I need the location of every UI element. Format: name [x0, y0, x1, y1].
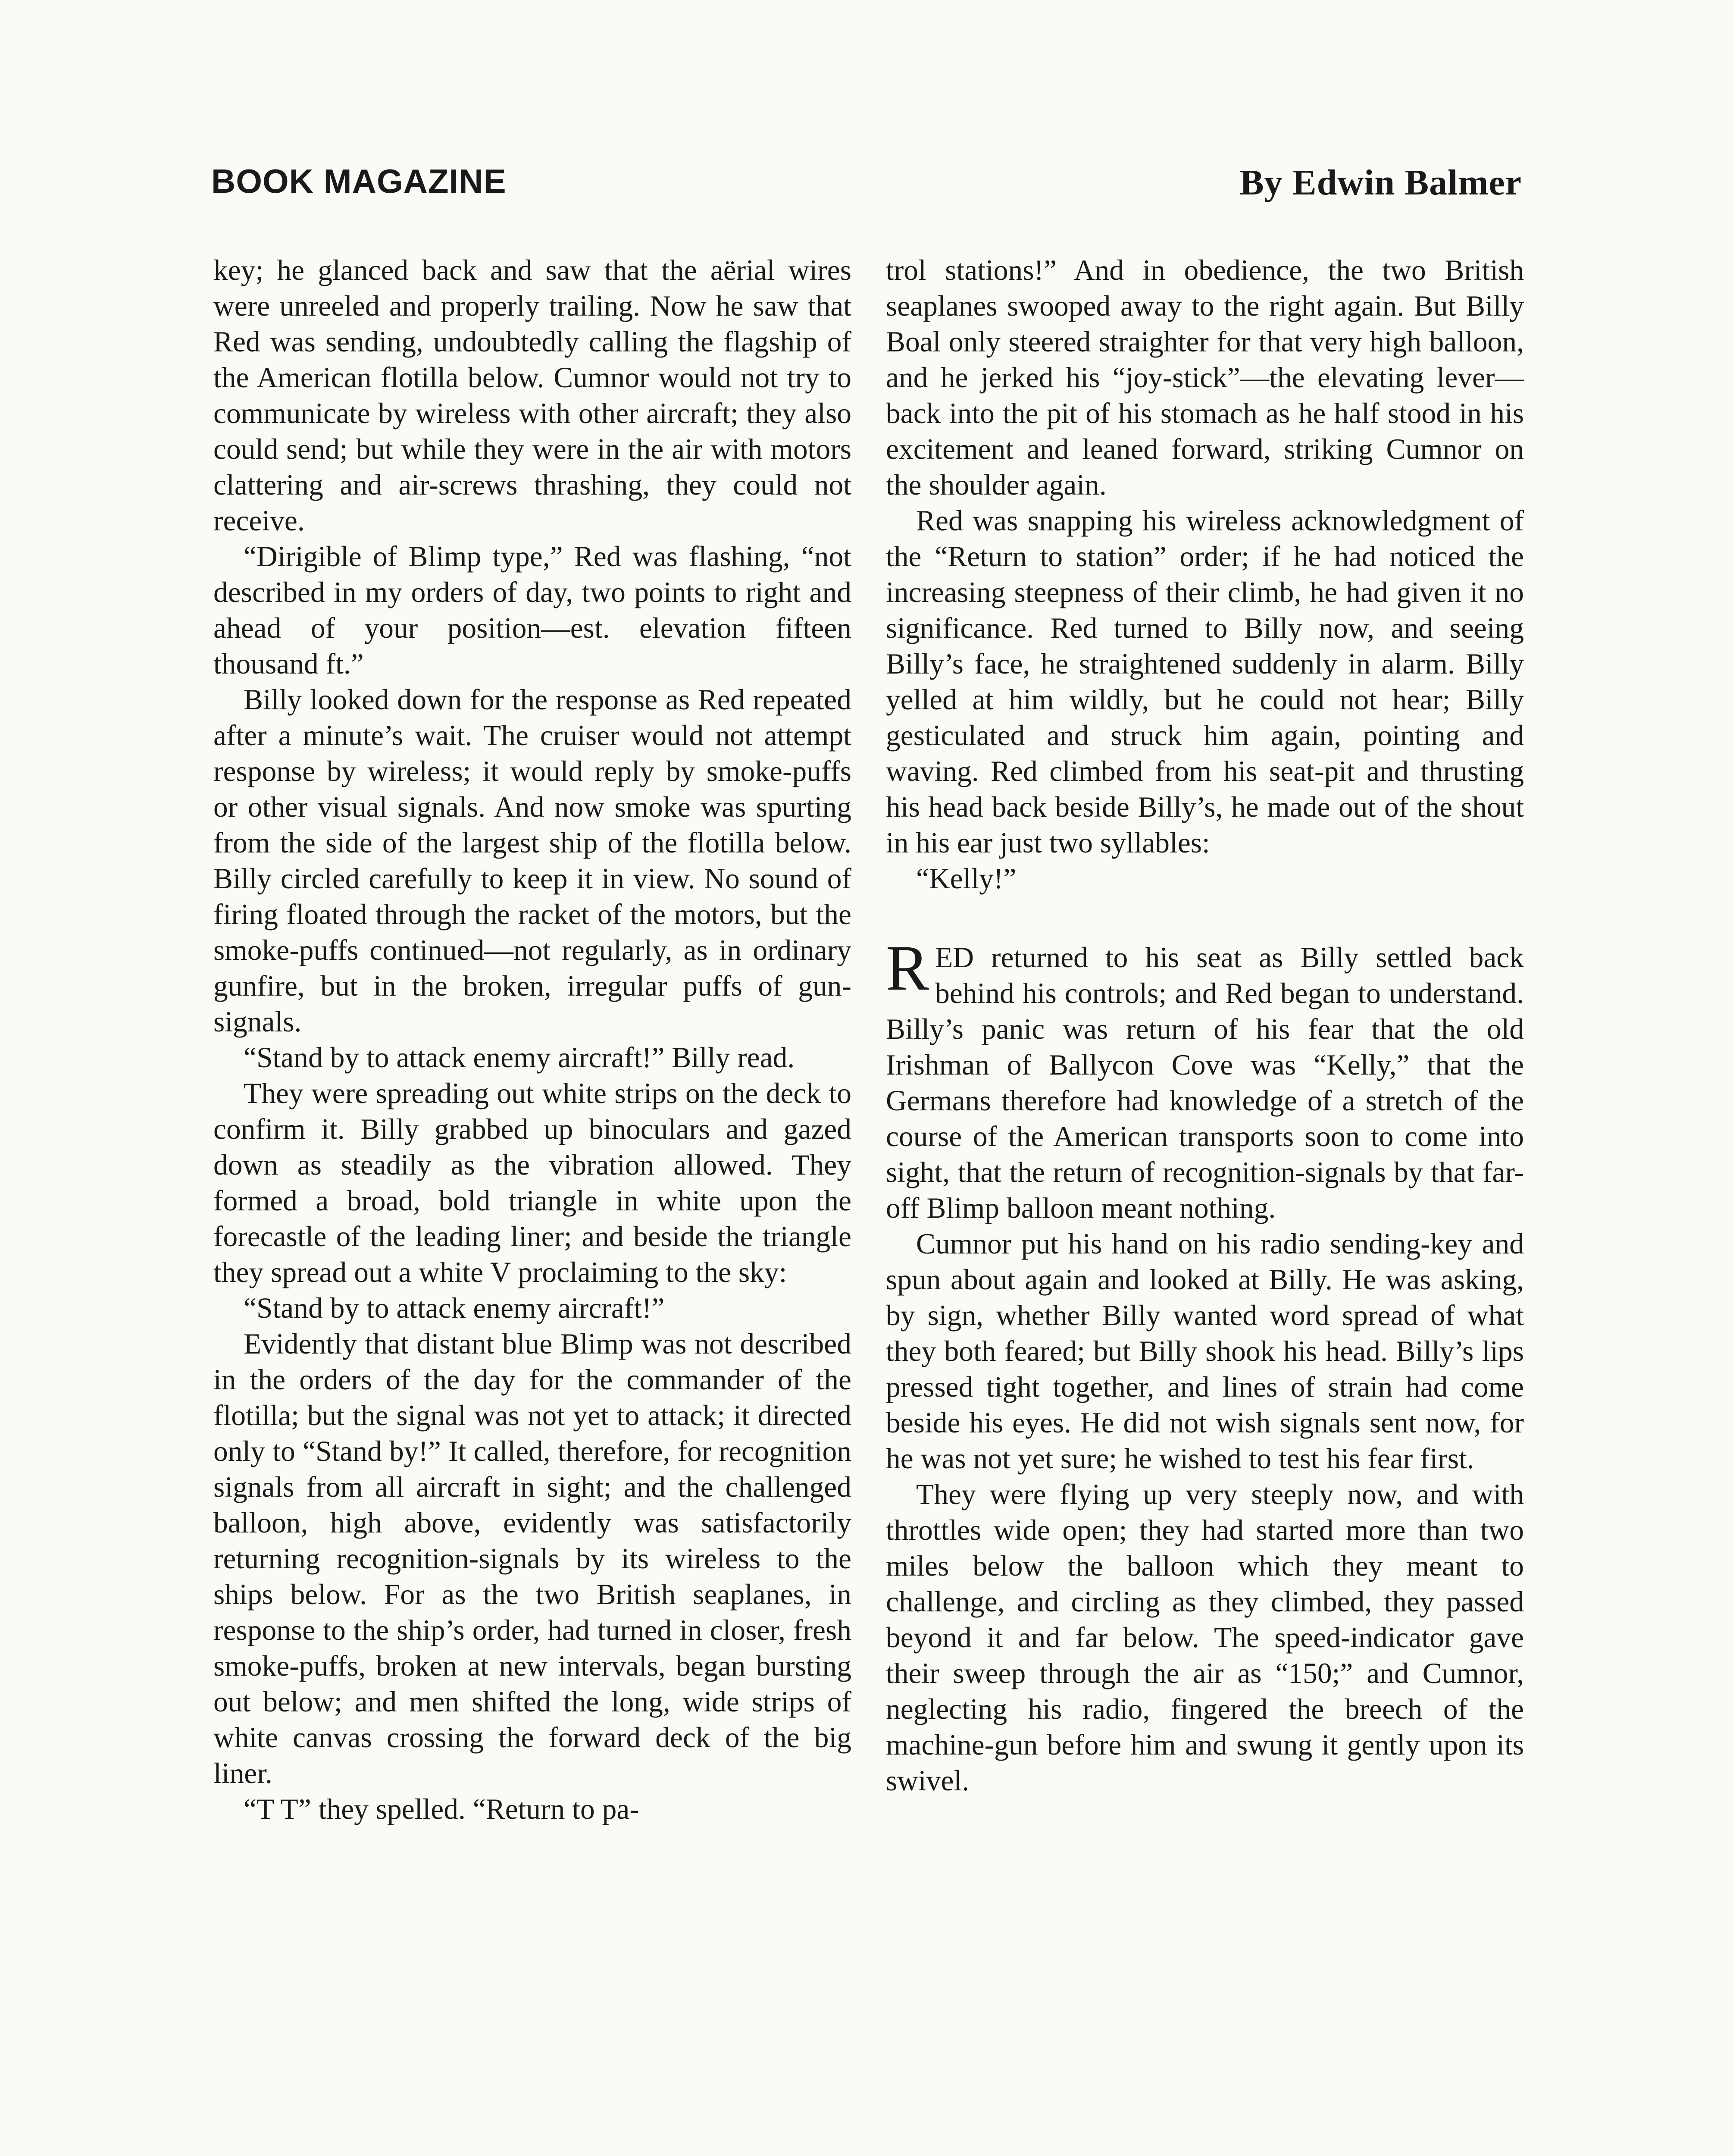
paragraph: key; he glanced back and saw that the aërial wires were unreeled and properly trailing. Now he saw that Red was sending, undoubtedly calling the flagship of the American flotilla below. Cumnor would not try to communicate by wireless with other aircraft; they also could send; but while they were in the air with motors clattering and air-screws thrashing, they could not receive. — [213, 254, 851, 537]
left-column — [213, 252, 851, 1827]
paragraph: “T T” they spelled. “Return to pa- — [244, 1793, 639, 1825]
paragraph: “Kelly!” — [916, 862, 1017, 895]
paragraph: “Stand by to attack enemy aircraft!” Billy read. — [244, 1041, 795, 1074]
paragraph: They were flying up very steeply now, and with throttles wide open; they had started more than two miles below the balloon which they meant to challenge, and circling as they climbed, they passed beyond it and far below. The speed-indicator gave their sweep through the air as “150;” and Cumnor, neglecting his radio, fingered the breech of the machine-gun before him and swung it gently upon its swivel. — [886, 1478, 1524, 1797]
paragraph: Red was snapping his wireless acknowledgment of the “Return to station” order; if he had noticed the increasing steepness of their climb, he had given it no significance. Red turned to Billy now, and seeing Billy’s face, he straightened suddenly in alarm. Billy yelled at him wildly, but he could not hear; Billy gesticulated and struck him again, pointing and waving. Red climbed from his seat-pit and thrusting his head back beside Billy’s, he made out of the shout in his ear just two syllables: — [886, 505, 1524, 859]
running-head — [211, 162, 1522, 209]
paragraph: They were spreading out white strips on the deck to confirm it. Billy grabbed up binoculars and gazed down as steadily as the vibration allowed. They formed a broad, bold triangle in white upon the forecastle of the leading liner; and beside the triangle they spread out a white V proclaiming to the sky: — [213, 1077, 851, 1288]
paragraph-text: ED returned to his seat as Billy settled back behind his controls; and Red began to understand. Billy’s panic was return of his fear that the old Irishman of Ballycon Cove was “Kelly,” that the Germans therefore had knowledge of a stretch of the course of the American transports soon to come into sight, that the return of recognition-signals by that far-off Blimp balloon meant nothing. — [886, 941, 1524, 1224]
paragraph: trol stations!” And in obedience, the two British seaplanes swooped away to the right again. But Billy Boal only steered straighter for that very high balloon, and he jerked his “joy-stick”—the elevating lever—back into the pit of his stomach as he half stood in his excitement and leaned forward, striking Cumnor on the shoulder again. — [886, 254, 1524, 501]
magazine-title: BOOK MAGAZINE — [211, 162, 507, 200]
paragraph: Evidently that distant blue Blimp was not described in the orders of the day for the commander of the flotilla; but the signal was not yet to attack; it directed only to “Stand by!” It called, therefore, for recognition signals from all aircraft in sight; and the challenged balloon, high above, evidently was satisfactorily returning recognition-signals by its wireless to the ships below. For as the two British seaplanes, in response to the ship’s order, had turned in closer, fresh smoke-puffs, broken at new intervals, began bursting out below; and men shifted the long, wide strips of white canvas crossing the forward deck of the big liner. — [213, 1328, 851, 1789]
paragraph: “Dirigible of Blimp type,” Red was flashing, “not described in my orders of day, two points to right and ahead of your position—est. elevation fifteen thousand ft.” — [213, 540, 851, 680]
paragraph: “Stand by to attack enemy aircraft!” — [244, 1292, 665, 1324]
paragraph: Billy looked down for the response as Red repeated after a minute’s wait. The cruiser would not attempt response by wireless; it would reply by smoke-puffs or other visual signals. And now smoke was spurting from the side of the largest ship of the flotilla below. Billy circled carefully to keep it in view. No sound of firing floated through the racket of the motors, but the smoke-puffs continued—not regularly, as in ordinary gunfire, but in the broken, irregular puffs of gun-signals. — [213, 683, 851, 1038]
paragraph: Cumnor put his hand on his radio sending-key and spun about again and looked at Billy. He was asking, by sign, whether Billy wanted word spread of what they both feared; but Billy shook his head. Billy’s lips pressed tight together, and lines of strain had come beside his eyes. He did not wish signals sent now, for he was not yet sure; he wished to test his fear first. — [886, 1228, 1524, 1475]
drop-cap: R — [886, 932, 929, 1004]
author-byline: By Edwin Balmer — [1239, 163, 1522, 203]
right-column — [886, 252, 1524, 1799]
section-opening-paragraph — [886, 932, 1524, 1226]
